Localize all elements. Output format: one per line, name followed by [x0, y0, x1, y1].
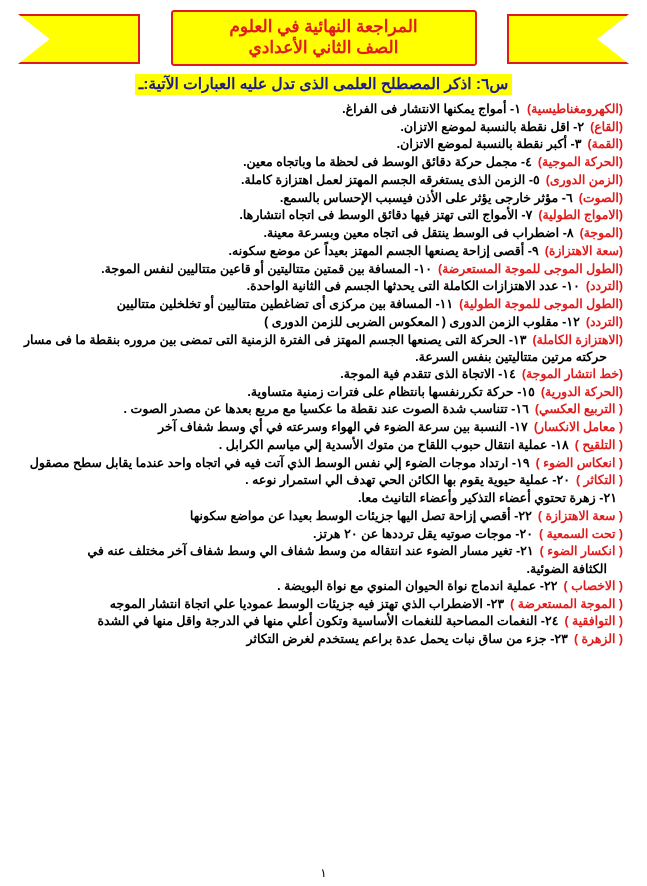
list-item [14, 578, 633, 595]
answer-text: (الاهتزازة الكاملة) [532, 332, 623, 347]
list-item [14, 207, 633, 224]
item-number: ١١- [435, 297, 454, 312]
item-text: مجمل حركة دقائق الوسط فى لحظة ما وباتجاه معين. [243, 155, 521, 170]
answer-text: (الحركة الموجية) [537, 155, 623, 170]
item-number: ٢٠- [515, 526, 533, 541]
item-number: ١٠- [562, 279, 580, 294]
banner-ribbon [171, 10, 477, 66]
item-text: جزء من ساق نبات يحمل عدة براعم يستخدم لغرض التكاثر [246, 632, 551, 647]
answer-text: ( التكاثر ) [576, 473, 623, 488]
question-heading-text: س٦: اذكر المصطلح العلمى الذى تدل عليه العبارات الآتية:ـ [135, 74, 513, 95]
list-item [14, 596, 633, 613]
list-item [14, 455, 633, 472]
item-text: تتناسب شدة الصوت عند نقطة ما عكسيا مع مربع بعدها عن مصدر الصوت . [123, 402, 512, 417]
item-number: ٢١- [515, 544, 534, 559]
page-footer [0, 866, 647, 880]
answer-text: (الكهرومغناطيسية) [526, 102, 623, 116]
item-number: ٢٠- [552, 473, 570, 488]
item-text: عدد الاهتزازات الكاملة التى يحدثها الجسم فى الثانية الواحدة. [246, 279, 563, 294]
statement-text [14, 207, 534, 224]
list-item [14, 101, 633, 118]
answer-text: (الطول الموجى للموجة الطولية) [459, 297, 623, 312]
item-text: حركة تكررنفسها بانتظام على فترات زمنية متساوية. [247, 384, 518, 399]
item-number: ١- [510, 102, 521, 116]
answer-text: (التردد) [585, 279, 623, 294]
statement-text [14, 154, 534, 171]
statement-text [14, 596, 506, 613]
statement-text [14, 119, 586, 136]
statement-text [14, 296, 455, 313]
item-text: أكبر نقطة بالنسبة لموضع الاتزان. [396, 137, 571, 152]
answer-text: (التردد) [585, 314, 623, 329]
page-number: ١ [320, 866, 327, 880]
list-item [14, 472, 633, 489]
statement-text [14, 278, 582, 295]
item-number: ٦- [561, 190, 573, 205]
item-text: المسافة بين قمتين متتاليتين أو قاعين متتاليين لنفس الموجة. [101, 261, 415, 276]
answer-text: (الموجة) [579, 226, 623, 241]
item-number: ٢٣- [486, 596, 505, 611]
title-banner [10, 8, 637, 70]
list-item [14, 543, 633, 560]
item-number: ١٥- [517, 384, 535, 399]
answer-text: (الحركة الدورية) [540, 384, 623, 399]
statement-text [14, 613, 560, 630]
item-text: موجات صوتيه يقل ترددها عن ٢٠ هرتز. [313, 526, 516, 541]
statement-continuation: الكثافة الضوئية. [526, 562, 607, 577]
item-number: ١٣- [508, 332, 527, 347]
document-title: المراجعة النهائية في العلوم [229, 17, 418, 36]
item-number: ٥- [528, 172, 540, 187]
item-number: ١٠- [414, 261, 432, 276]
item-number: ١٨- [551, 437, 569, 452]
answer-text: ( الموجة المستعرضة ) [510, 596, 623, 611]
statement-text [14, 490, 619, 507]
list-item [14, 508, 633, 525]
item-number: ٢- [573, 119, 585, 134]
answer-text: (الامواج الطولية) [538, 208, 623, 223]
item-text: أقصي إزاحة تصل اليها جزيئات الوسط بعيدا عن مواضع سكونها [189, 508, 515, 523]
list-item [14, 384, 633, 401]
list-item [14, 314, 633, 331]
item-text: عملية انتقال حبوب اللقاح من متوك الأسدية إلي مياسم الكرابل . [218, 437, 552, 452]
item-number: ١٢- [562, 314, 580, 329]
item-number: ٢١- [599, 491, 617, 506]
statement-text [14, 190, 575, 207]
statement-text [14, 631, 570, 648]
question-list [10, 101, 637, 648]
item-text: الأمواج التى تهتز فيها دقائق الوسط فى اتجاه انتشارها. [239, 208, 522, 223]
statement-text [14, 437, 571, 454]
item-number: ١٩- [511, 455, 530, 470]
item-number: ١٦- [511, 402, 529, 417]
statement-text [14, 419, 530, 436]
item-text: مقلوب الزمن الدورى ( المعكوس الضربى للزمن الدورى ) [264, 314, 563, 329]
statement-text [14, 543, 536, 560]
list-item [14, 401, 633, 418]
item-text: تغير مسار الضوء عند انتقاله من وسط شفاف الي وسط شفاف آخر مختلف عنه في [87, 544, 516, 559]
list-item [14, 437, 633, 454]
statement-text [14, 578, 560, 595]
statement-text [14, 455, 532, 472]
item-text: اضطراب فى الوسط ينتقل فى اتجاه معين وبسرعة معينة. [263, 226, 563, 241]
question-heading [10, 74, 637, 95]
item-number: ٢٤- [540, 614, 559, 629]
statement-text [14, 366, 518, 383]
list-item [14, 154, 633, 171]
list-item [14, 243, 633, 260]
answer-text: (الطول الموجى للموجة المستعرضة) [437, 261, 623, 276]
item-text: الزمن الذى يستغرقه الجسم المهتز لعمل اهتزازة كاملة. [241, 172, 529, 187]
item-number: ١٧- [510, 420, 528, 435]
item-text: عملية حيوية يقوم بها الكائن الحي تهدف الي استمرار نوعه . [245, 473, 553, 488]
item-number: ٧- [521, 208, 533, 223]
list-item [14, 278, 633, 295]
answer-text: (القاع) [590, 119, 623, 134]
answer-text: ( معامل الانكسار) [533, 420, 623, 435]
item-number: ٢٢- [539, 578, 558, 593]
item-number: ٣- [570, 137, 582, 152]
item-text: النسبة بين سرعة الضوء في الهواء وسرعته في أي وسط شفاف آخر [158, 420, 511, 435]
answer-text: ( تحت السمعية ) [539, 526, 623, 541]
answer-text: (القمة) [587, 137, 623, 152]
answer-text: ( التلقيح ) [574, 437, 623, 452]
list-item [14, 366, 633, 383]
answer-text: ( انكسار الضوء ) [539, 544, 623, 559]
answer-text: ( سعة الاهتزازة ) [537, 508, 623, 523]
answer-text: ( الزهرة ) [573, 632, 623, 647]
answer-text: (سعة الاهتزازة) [544, 243, 623, 258]
item-number: ٩- [527, 243, 539, 258]
statement-text [14, 101, 523, 118]
item-text: أقصى إزاحة يصنعها الجسم المهتز بعيداً عن موضع سكونه. [228, 243, 528, 258]
item-number: ١٤- [498, 367, 516, 382]
answer-text: (الزمن الدورى) [545, 172, 623, 187]
statement-continuation: حركته مرتين متتاليتين بنفس السرعة. [415, 350, 607, 365]
list-item [14, 631, 633, 648]
list-item [14, 136, 633, 153]
list-item [14, 261, 633, 278]
answer-text: ( التوافقية ) [564, 614, 623, 629]
statement-text [14, 508, 534, 525]
item-text: النغمات المصاحبة للنغمات الأساسية وتكون أعلي منها في الدرجة واقل منها في الشدة [97, 614, 541, 629]
item-number: ٨- [562, 226, 574, 241]
list-item [14, 490, 633, 507]
statement-text [14, 384, 537, 401]
statement-text [14, 472, 572, 489]
item-number: ٢٢- [514, 508, 532, 523]
statement-text [14, 401, 531, 418]
answer-text: ( الاخصاب ) [563, 578, 623, 593]
item-number: ٢٣- [550, 632, 568, 647]
list-item [14, 332, 633, 349]
document-subtitle: الصف الثاني الأعدادي [248, 38, 399, 58]
answer-text: (خط انتشار الموجة) [521, 367, 623, 382]
list-item [14, 119, 633, 136]
list-item [14, 419, 633, 436]
list-item [14, 613, 633, 630]
answer-text: ( انعكاس الضوء ) [535, 455, 623, 470]
answer-text: ( التربيع العكسي) [534, 402, 623, 417]
item-text: الاتجاة الذى تتقدم فية الموجة. [340, 367, 499, 382]
statement-text [14, 172, 542, 189]
item-text: ارتداد موجات الضوء إلي نفس الوسط الذي آتت فيه في اتجاه واحد عندما يقابل سطح مصقول [29, 455, 512, 470]
item-text: الحركة التى يصنعها الجسم المهتز فى الفترة الزمنية التى تمضى بين مروره بنقطة ما فى مسار [23, 332, 509, 347]
item-text: مؤثر خارجى يؤثر على الأذن فيسبب الإحساس بالسمع. [279, 190, 562, 205]
list-item [14, 172, 633, 189]
item-text: زهرة تحتوي أعضاء التذكير وأعضاء التانيث معا. [357, 491, 600, 506]
list-item [14, 296, 633, 313]
statement-text [14, 314, 582, 331]
answer-text: (الصوت) [578, 190, 623, 205]
item-text: أمواج يمكنها الانتشار فى الفراغ. [342, 102, 511, 116]
list-item [14, 526, 633, 543]
item-text: المسافة بين مركزى أى تضاغطين متتاليين أو تخلخلين متتاليين [116, 297, 436, 312]
list-item [14, 190, 633, 207]
right-arrow-decoration [507, 14, 629, 64]
list-item [14, 225, 633, 242]
item-text: الاضطراب الذي تهتز فيه جزيئات الوسط عموديا علي اتجاة انتشار الموجه [109, 596, 487, 611]
statement-text [14, 261, 434, 278]
statement-text [14, 526, 535, 543]
statement-text [14, 332, 529, 349]
statement-text [14, 243, 541, 260]
item-text: اقل نقطة بالنسبة لموضع الاتزان. [400, 119, 574, 134]
item-number: ٤- [520, 155, 532, 170]
item-text: عملية اندماج نواة الحيوان المنوي مع نواة البويضة . [277, 578, 540, 593]
statement-text [14, 136, 583, 153]
left-arrow-decoration [18, 14, 140, 64]
statement-text [14, 225, 576, 242]
